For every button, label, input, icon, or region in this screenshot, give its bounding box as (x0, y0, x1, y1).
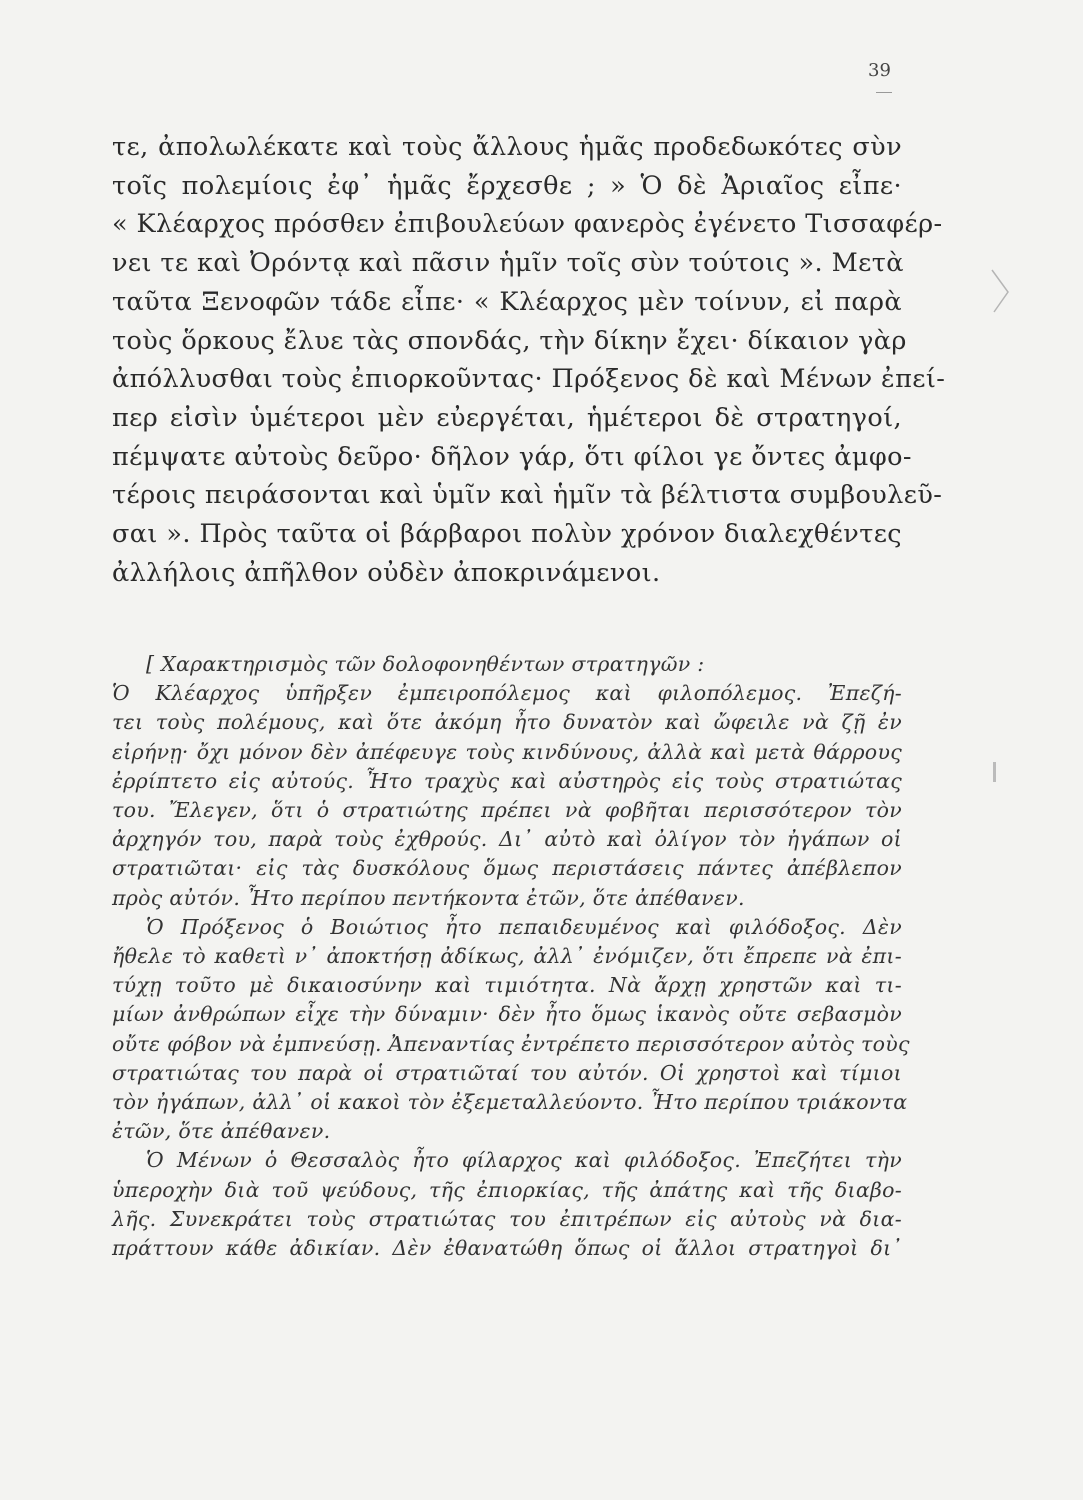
main-text-line: « Κλέαρχος πρόσθεν ἐπιβουλεύων φανερὸς ἐγένετο Τισσαφέρ- (112, 209, 943, 240)
commentary-line: ἤθελε τὸ καθετὶ ν᾽ ἀποκτήσῃ ἀδίκως, ἀλλ᾽ ἐνόμιζεν, ὅτι ἔπρεπε νὰ ἐπι- (112, 944, 902, 969)
commentary-line: πράττουν κάθε ἀδικίαν. Δὲν ἐθανατώθη ὅπως οἱ ἄλλοι στρατηγοὶ δι᾽ (112, 1236, 902, 1261)
commentary-line: εἰρήνῃ· ὄχι μόνον δὲν ἀπέφευγε τοὺς κινδύνους, ἀλλὰ καὶ μετὰ θάρρους (112, 739, 902, 764)
margin-pencil-mark (988, 268, 1014, 316)
commentary-line: Ὁ Μένων ὁ Θεσσαλὸς ἦτο φίλαρχος καὶ φιλόδοξος. Ἐπεζήτει τὴν (146, 1148, 902, 1173)
page-number: 39 (868, 60, 891, 81)
commentary-line: Ὁ Κλέαρχος ὑπῆρξεν ἐμπειροπόλεμος καὶ φιλοπόλεμος. Ἐπεζή- (112, 681, 902, 706)
commentary-section (112, 650, 910, 1263)
commentary-line: τὸν ἠγάπων, ἀλλ᾽ οἱ κακοὶ τὸν ἐξεμεταλλεύοντο. Ἦτο περίπου τριάκοντα (112, 1090, 908, 1115)
commentary-line: λῆς. Συνεκράτει τοὺς στρατιώτας του ἐπιτρέπων εἰς αὐτοὺς νὰ δια- (112, 1206, 902, 1231)
commentary-line: στρατιῶται· εἰς τὰς δυσκόλους ὅμως περιστάσεις πάντες ἀπέβλεπον (112, 856, 902, 881)
commentary-line: μίων ἀνθρώπων εἶχε τὴν δύναμιν· δὲν ἦτο ὅμως ἱκανὸς οὔτε σεβασμὸν (112, 1002, 902, 1027)
page-number-rule (876, 92, 892, 93)
commentary-line: οὔτε φόβον νὰ ἐμπνεύσῃ. Ἀπεναντίας ἐντρέπετο περισσότερον αὐτὸς τοὺς (112, 1031, 910, 1056)
commentary-line: τύχῃ τοῦτο μὲ δικαιοσύνην καὶ τιμιότητα. Νὰ ἄρχῃ χρηστῶν καὶ τι- (112, 973, 902, 998)
main-text-line: τε, ἀπολωλέκατε καὶ τοὺς ἄλλους ἡμᾶς προδεδωκότες σὺν (112, 132, 902, 162)
commentary-line: τει τοὺς πολέμους, καὶ ὅτε ἀκόμη ἦτο δυνατὸν καὶ ὤφειλε νὰ ζῇ ἐν (112, 710, 902, 735)
main-text-line: τέροις πειράσονται καὶ ὑμῖν καὶ ἡμῖν τὰ βέλτιστα συμβουλεῦ- (112, 480, 943, 511)
commentary-line: Ὁ Πρόξενος ὁ Βοιώτιος ἦτο πεπαιδευμένος καὶ φιλόδοξος. Δὲν (146, 914, 902, 939)
main-text-line: ταῦτα Ξενοφῶν τάδε εἶπε· « Κλέαρχος μὲν τοίνυν, εἰ παρὰ (112, 286, 902, 317)
commentary-line: πρὸς αὐτόν. Ἦτο περίπου πεντήκοντα ἐτῶν, ὅτε ἀπέθανεν. (112, 885, 745, 910)
commentary-line: ὑπεροχὴν διὰ τοῦ ψεύδους, τῆς ἐπιορκίας, τῆς ἀπάτης καὶ τῆς διαβο- (112, 1177, 902, 1202)
main-text-line: ἀπόλλυσθαι τοὺς ἐπιορκοῦντας· Πρόξενος δὲ καὶ Μένων ἐπεί- (112, 364, 946, 395)
main-text-line: ἀλλήλοις ἀπῆλθον οὐδὲν ἀποκρινάμενοι. (112, 557, 661, 588)
main-greek-text (112, 128, 946, 592)
main-text-line: πέμψατε αὐτοὺς δεῦρο· δῆλον γάρ, ὅτι φίλοι γε ὄντες ἀμφο- (112, 441, 912, 472)
main-text-line: νει τε καὶ Ὀρόντᾳ καὶ πᾶσιν ἡμῖν τοῖς σὺν τούτοις ». Μετὰ (112, 248, 904, 279)
commentary-line: ἀρχηγόν του, παρὰ τοὺς ἐχθρούς. Δι᾽ αὐτὸ καὶ ὀλίγον τὸν ἠγάπων οἱ (112, 827, 902, 852)
commentary-line: ἐρρίπτετο εἰς αὐτούς. Ἦτο τραχὺς καὶ αὐστηρὸς εἰς τοὺς στρατιώτας (112, 768, 902, 793)
main-text-line: σαι ». Πρὸς ταῦτα οἱ βάρβαροι πολὺν χρόνον διαλεχθέντες (112, 519, 902, 550)
commentary-line: ἐτῶν, ὅτε ἀπέθανεν. (112, 1119, 331, 1144)
main-text-line: τοῖς πολεμίοις ἐφ᾽ ἡμᾶς ἔρχεσθε ; » Ὁ δὲ Ἀριαῖος εἶπε· (112, 170, 902, 201)
commentary-line: του. Ἔλεγεν, ὅτι ὁ στρατιώτης πρέπει νὰ φοβῆται περισσότερον τὸν (112, 798, 902, 823)
margin-smudge (993, 762, 996, 782)
commentary-line: στρατιώτας του παρὰ οἱ στρατιῶταί του αὐτόν. Οἱ χρηστοὶ καὶ τίμιοι (112, 1060, 902, 1085)
main-text-line: τοὺς ὅρκους ἔλυε τὰς σπονδάς, τὴν δίκην ἔχει· δίκαιον γὰρ (112, 325, 907, 356)
main-text-line: περ εἰσὶν ὑμέτεροι μὲν εὐεργέται, ἡμέτεροι δὲ στρατηγοί, (112, 402, 902, 433)
commentary-heading: [ Χαρακτηρισμὸς τῶν δολοφονηθέντων στρατηγῶν : (146, 652, 705, 676)
